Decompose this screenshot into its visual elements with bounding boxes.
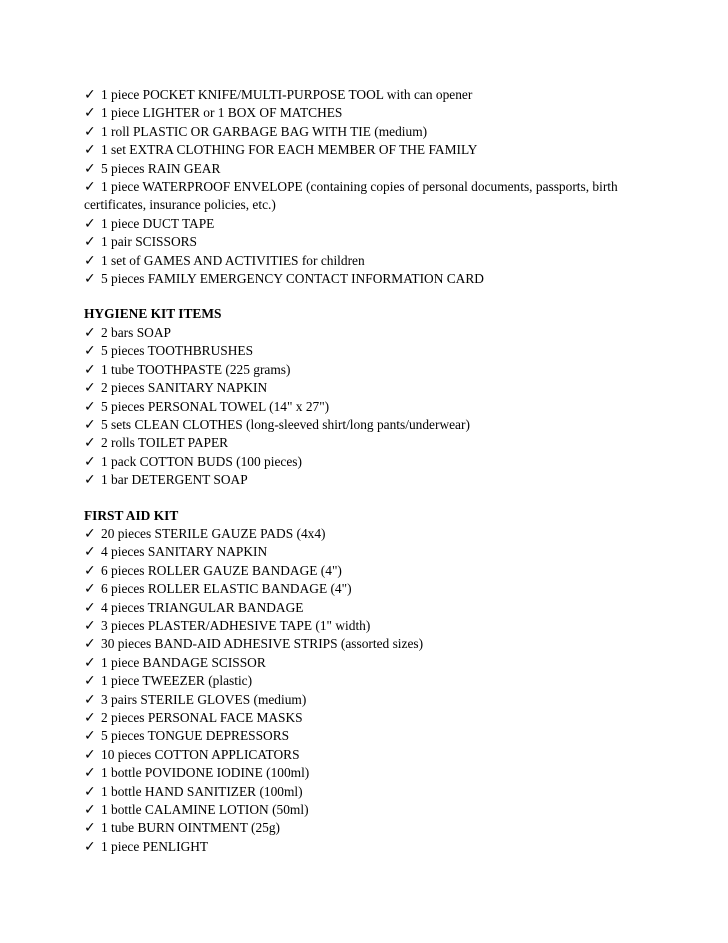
checkmark-icon: ✓ [84, 581, 96, 598]
list-item [84, 379, 644, 397]
list-item-text: 5 pieces TOOTHBRUSHES [101, 343, 254, 359]
checkmark-icon: ✓ [84, 416, 96, 433]
list-item-text: 6 pieces ROLLER GAUZE BANDAGE (4") [101, 562, 342, 578]
list-item-text: 1 set of GAMES AND ACTIVITIES for children [101, 252, 365, 268]
list-item [84, 252, 644, 270]
list-item-text: 30 pieces BAND-AID ADHESIVE STRIPS (assorted sizes) [101, 636, 424, 652]
checkmark-icon: ✓ [84, 820, 96, 837]
list-item-text: 4 pieces SANITARY NAPKIN [101, 544, 268, 560]
checkmark-icon: ✓ [84, 691, 96, 708]
hygiene-kit-heading: HYGIENE KIT ITEMS [84, 306, 222, 322]
list-item [84, 801, 644, 819]
checkmark-icon: ✓ [84, 271, 96, 288]
list-item [84, 819, 644, 837]
checkmark-icon: ✓ [84, 802, 96, 819]
list-item [84, 691, 644, 709]
checkmark-icon: ✓ [84, 160, 96, 177]
list-item-text: 1 tube TOOTHPASTE (225 grams) [101, 361, 291, 377]
checkmark-icon: ✓ [84, 215, 96, 232]
checkmark-icon: ✓ [84, 435, 96, 452]
checkmark-icon: ✓ [84, 453, 96, 470]
list-item-text: 1 piece DUCT TAPE [101, 215, 215, 231]
list-item [84, 838, 644, 856]
checkmark-icon: ✓ [84, 343, 96, 360]
list-item-text: 2 rolls TOILET PAPER [101, 435, 229, 451]
list-item [84, 361, 644, 379]
list-item-text: 1 piece PENLIGHT [101, 838, 209, 854]
checkmark-icon: ✓ [84, 398, 96, 415]
list-item-text: 1 set EXTRA CLOTHING FOR EACH MEMBER OF THE FAMILY [101, 142, 478, 158]
checkmark-icon: ✓ [84, 783, 96, 800]
list-item-text: 1 tube BURN OINTMENT (25g) [101, 820, 281, 836]
list-item [84, 635, 644, 653]
list-item-text: 5 pieces FAMILY EMERGENCY CONTACT INFORMATION CARD [101, 271, 484, 287]
checkmark-icon: ✓ [84, 105, 96, 122]
list-item [84, 104, 644, 122]
checkmark-icon: ✓ [84, 87, 96, 103]
list-item-text: 20 pieces STERILE GAUZE PADS (4x4) [101, 525, 326, 541]
list-item-text: 1 bottle CALAMINE LOTION (50ml) [101, 802, 309, 818]
list-item-text: 1 bottle POVIDONE IODINE (100ml) [101, 765, 310, 781]
list-item-text: 10 pieces COTTON APPLICATORS [101, 746, 300, 762]
list-item-text: 1 pack COTTON BUDS (100 pieces) [101, 453, 302, 469]
checkmark-icon: ✓ [84, 324, 96, 341]
checkmark-icon: ✓ [84, 525, 96, 542]
list-item [84, 709, 644, 727]
checkmark-icon: ✓ [84, 636, 96, 653]
checkmark-icon: ✓ [84, 654, 96, 671]
list-item [84, 764, 644, 782]
checkmark-icon: ✓ [84, 252, 96, 269]
list-item [84, 453, 644, 471]
checkmark-icon: ✓ [84, 746, 96, 763]
list-item-text: 1 piece BANDAGE SCISSOR [101, 654, 266, 670]
list-item-text: 6 pieces ROLLER ELASTIC BANDAGE (4") [101, 581, 352, 597]
list-item-text: 1 bar DETERGENT SOAP [101, 472, 248, 488]
checkmark-icon: ✓ [84, 617, 96, 634]
list-item-text: 2 pieces SANITARY NAPKIN [101, 380, 268, 396]
first-aid-kit-list [84, 525, 644, 856]
list-item [84, 233, 644, 251]
list-item-text: 5 pieces TONGUE DEPRESSORS [101, 728, 290, 744]
list-item [84, 746, 644, 764]
list-item-text: 5 pieces RAIN GEAR [101, 160, 221, 176]
list-item [84, 123, 644, 141]
list-item [84, 416, 644, 434]
list-item [84, 727, 644, 745]
list-item-text: 1 roll PLASTIC OR GARBAGE BAG WITH TIE (medium) [101, 123, 428, 139]
list-item-text: 1 piece TWEEZER (plastic) [101, 673, 253, 689]
list-item-text: 2 bars SOAP [101, 324, 171, 340]
list-item [84, 178, 644, 215]
list-item [84, 654, 644, 672]
list-item-text: 3 pieces PLASTER/ADHESIVE TAPE (1" width) [101, 617, 371, 633]
list-item-text: 1 pair SCISSORS [101, 234, 197, 250]
checkmark-icon: ✓ [84, 544, 96, 561]
list-item [84, 141, 644, 159]
first-aid-kit-heading: FIRST AID KIT [84, 507, 179, 523]
checkmark-icon: ✓ [84, 380, 96, 397]
list-item [84, 342, 644, 360]
checkmark-icon: ✓ [84, 673, 96, 690]
hygiene-kit-list [84, 324, 644, 490]
checkmark-icon: ✓ [84, 562, 96, 579]
list-item [84, 86, 644, 104]
list-item [84, 434, 644, 452]
list-item-text: 1 bottle HAND SANITIZER (100ml) [101, 783, 303, 799]
list-item-text: 5 pieces PERSONAL TOWEL (14" x 27") [101, 398, 330, 414]
list-item [84, 525, 644, 543]
list-item-text: 5 sets CLEAN CLOTHES (long-sleeved shirt/long pants/underwear) [101, 416, 470, 432]
list-item [84, 398, 644, 416]
list-item-text: 4 pieces TRIANGULAR BANDAGE [101, 599, 304, 615]
checkmark-icon: ✓ [84, 765, 96, 782]
document-content [84, 86, 644, 856]
checkmark-icon: ✓ [84, 179, 96, 196]
checkmark-icon: ✓ [84, 472, 96, 489]
list-item-text: 1 piece LIGHTER or 1 BOX OF MATCHES [101, 105, 343, 121]
list-item [84, 543, 644, 561]
list-item-text: 1 piece POCKET KNIFE/MULTI-PURPOSE TOOL with can opener [101, 87, 473, 102]
list-item [84, 324, 644, 342]
list-item [84, 270, 644, 288]
list-item-text: 1 piece WATERPROOF ENVELOPE (containing copies of personal documents, passports, birth certificates, insurance policies, etc.) [84, 179, 618, 213]
list-item [84, 783, 644, 801]
list-item-text: 3 pairs STERILE GLOVES (medium) [101, 691, 307, 707]
list-item [84, 160, 644, 178]
general-items-list [84, 86, 644, 288]
checkmark-icon: ✓ [84, 234, 96, 251]
list-item [84, 471, 644, 489]
checkmark-icon: ✓ [84, 599, 96, 616]
checkmark-icon: ✓ [84, 710, 96, 726]
checkmark-icon: ✓ [84, 361, 96, 378]
list-item-text: 2 pieces PERSONAL FACE MASKS [101, 710, 303, 725]
list-item [84, 562, 644, 580]
checkmark-icon: ✓ [84, 728, 96, 745]
checkmark-icon: ✓ [84, 142, 96, 159]
list-item [84, 617, 644, 635]
list-item [84, 215, 644, 233]
list-item [84, 672, 644, 690]
checkmark-icon: ✓ [84, 123, 96, 140]
checkmark-icon: ✓ [84, 838, 96, 855]
list-item [84, 580, 644, 598]
list-item [84, 599, 644, 617]
